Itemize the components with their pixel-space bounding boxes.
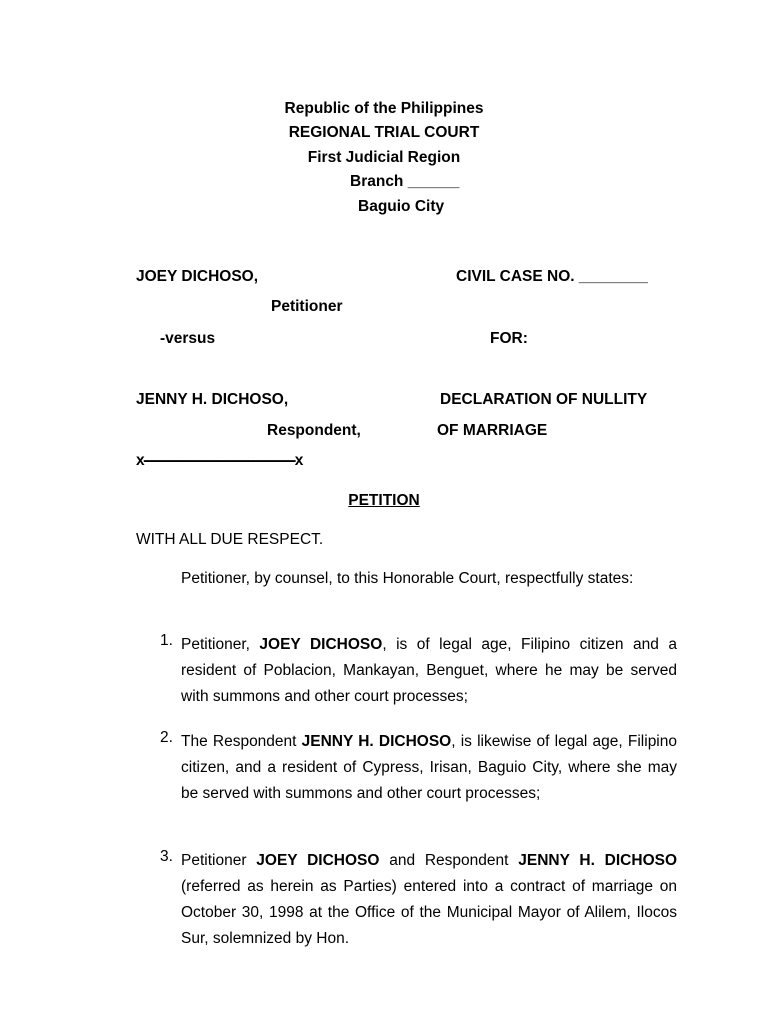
header-city: Baguio City: [358, 198, 445, 215]
for-label: FOR:: [490, 330, 528, 347]
civil-case-number: CIVIL CASE NO. ________: [456, 268, 648, 285]
respondent-role: Respondent,: [267, 422, 361, 439]
header-court: REGIONAL TRIAL COURT: [288, 124, 480, 141]
list-item-text: The Respondent JENNY H. DICHOSO, is likewise of legal age, Filipino citizen, and a resident of Cypress, Irisan, Baguio City, where she may be served with summons and other court processes;: [181, 733, 677, 802]
header-republic: Republic of the Philippines: [284, 100, 484, 117]
list-item-number: 3.: [160, 848, 173, 865]
list-item-text: Petitioner JOEY DICHOSO and Respondent JENNY H. DICHOSO (referred as herein as Parties) entered into a contract of marriage on October 30, 1998 at the Office of the Municipal Mayor of Alilem, Ilocos Sur, solemnized by Hon.: [181, 852, 678, 947]
intro-paragraph: Petitioner, by counsel, to this Honorable Court, respectfully states:: [181, 570, 634, 587]
nature-line-1: DECLARATION OF NULLITY: [440, 391, 648, 408]
header-branch: Branch ______: [350, 173, 460, 190]
list-item-number: 1.: [160, 632, 173, 649]
salutation: WITH ALL DUE RESPECT.: [136, 531, 324, 548]
list-item-number: 2.: [160, 729, 173, 746]
caption-separator: x------------------------------------------x: [136, 452, 302, 469]
petition-title: PETITION: [348, 492, 420, 509]
list-item-text: Petitioner, JOEY DICHOSO, is of legal age, Filipino citizen and a resident of Poblacion, Mankayan, Benguet, where he may be served with summons and other court processes;: [181, 636, 677, 705]
nature-line-2: OF MARRIAGE: [437, 422, 548, 439]
header-region: First Judicial Region: [307, 149, 461, 166]
petitioner-role: Petitioner: [271, 298, 343, 315]
petitioner-name: JOEY DICHOSO,: [136, 268, 259, 285]
respondent-name: JENNY H. DICHOSO,: [136, 391, 289, 408]
versus-label: -versus: [160, 330, 216, 347]
